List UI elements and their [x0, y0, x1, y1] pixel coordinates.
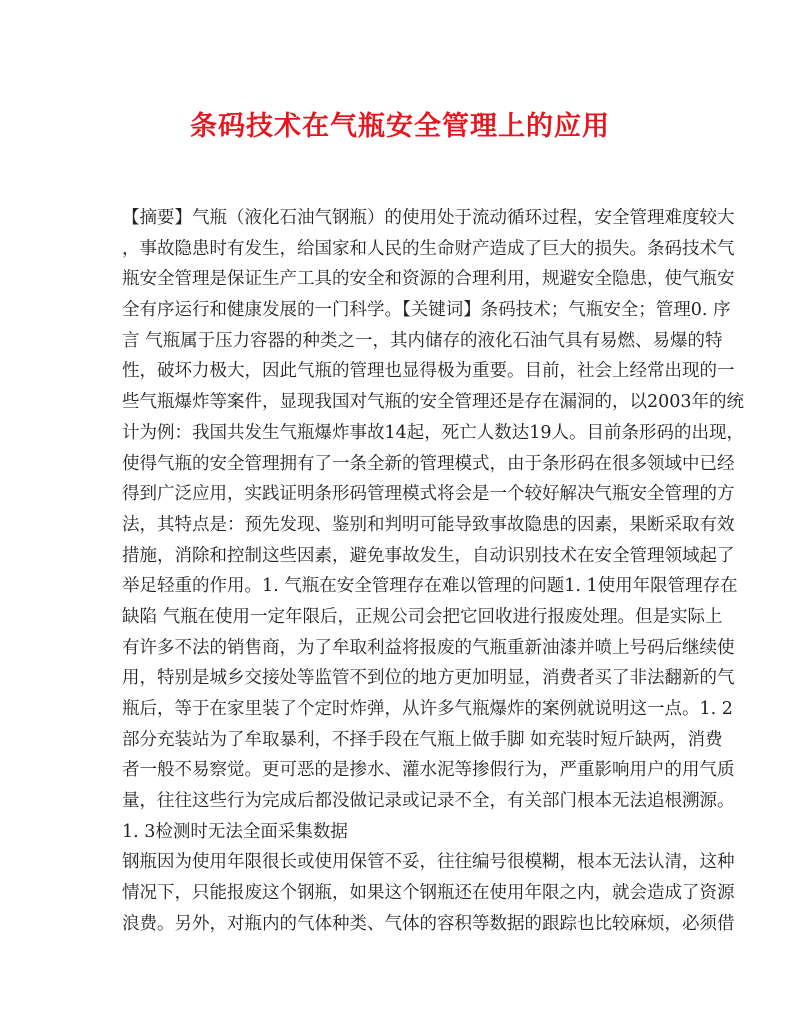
text-line: 部分充装站为了牟取暴利，不择手段在气瓶上做手脚 如充装时短斤缺两，消费: [122, 729, 723, 750]
text-line: 举足轻重的作用。1. 气瓶在安全管理存在难以管理的问题1. 1使用年限管理存在: [122, 576, 738, 597]
text-line: 使得气瓶的安全管理拥有了一条全新的管理模式，由于条形码在很多领域中已经: [122, 453, 735, 474]
text-line: 【摘要】气瓶（液化石油气钢瓶）的使用处于流动循环过程，安全管理难度较大: [122, 208, 735, 228]
text-line: 些气瓶爆炸等案件，显现我国对气瓶的安全管理还是存在漏洞的，以2003年的统: [122, 392, 745, 413]
text-line: 情况下，只能报废这个钢瓶，如果这个钢瓶还在使用年限之内，就会造成了资源: [122, 883, 735, 904]
text-line: 缺陷 气瓶在使用一定年限后，正规公司会把它回收进行报废处理。但是实际上: [122, 606, 723, 627]
text-line: 措施，消除和控制这些因素，避免事故发生，自动识别技术在安全管理领域起了: [122, 545, 735, 566]
text-line: 瓶安全管理是保证生产工具的安全和资源的合理利用，规避安全隐患，使气瓶安: [122, 269, 735, 290]
text-line: 法，其特点是：预先发现、鉴别和判明可能导致事故隐患的因素，果断采取有效: [122, 514, 735, 535]
text-line: 计为例：我国共发生气瓶爆炸事故14起，死亡人数达19人。目前条形码的出现，: [122, 422, 745, 443]
document-body: [122, 205, 745, 942]
text-line: 瓶后，等于在家里装了个定时炸弹，从许多气瓶爆炸的案例就说明这一点。1. 2: [122, 699, 733, 719]
text-line: 全有序运行和健康发展的一门科学。【关键词】条码技术；气瓶安全；管理0. 序: [122, 300, 731, 321]
text-line: 有许多不法的销售商，为了牟取利益将报废的气瓶重新油漆并喷上号码后继续使: [122, 637, 735, 658]
text-line: 言 气瓶属于压力容器的种类之一，其内储存的液化石油气具有易燃、易爆的特: [122, 330, 723, 351]
text-line: 性，破坏力极大，因此气瓶的管理也显得极为重要。目前，社会上经常出现的一: [122, 361, 735, 382]
section-heading: 1. 3检测时无法全面采集数据: [122, 821, 348, 842]
text-line: 钢瓶因为使用年限很长或使用保管不妥，往往编号很模糊，根本无法认清，这种: [122, 852, 735, 873]
document-title: 条码技术在气瓶安全管理上的应用: [190, 111, 610, 142]
text-line: 浪费。另外，对瓶内的气体种类、气体的容积等数据的跟踪也比较麻烦，必须借: [122, 913, 735, 934]
text-line: ，事故隐患时有发生，给国家和人民的生命财产造成了巨大的损失。条码技术气: [122, 238, 735, 259]
text-line: 量，往往这些行为完成后都没做记录或记录不全，有关部门根本无法追根溯源。: [122, 791, 735, 812]
text-line: 者一般不易察觉。更可恶的是掺水、灌水泥等掺假行为，严重影响用户的用气质: [122, 760, 735, 781]
text-line: 得到广泛应用，实践证明条形码管理模式将会是一个较好解决气瓶安全管理的方: [122, 484, 735, 505]
text-line: 用，特别是城乡交接处等监管不到位的地方更加明显，消费者买了非法翻新的气: [122, 668, 735, 689]
